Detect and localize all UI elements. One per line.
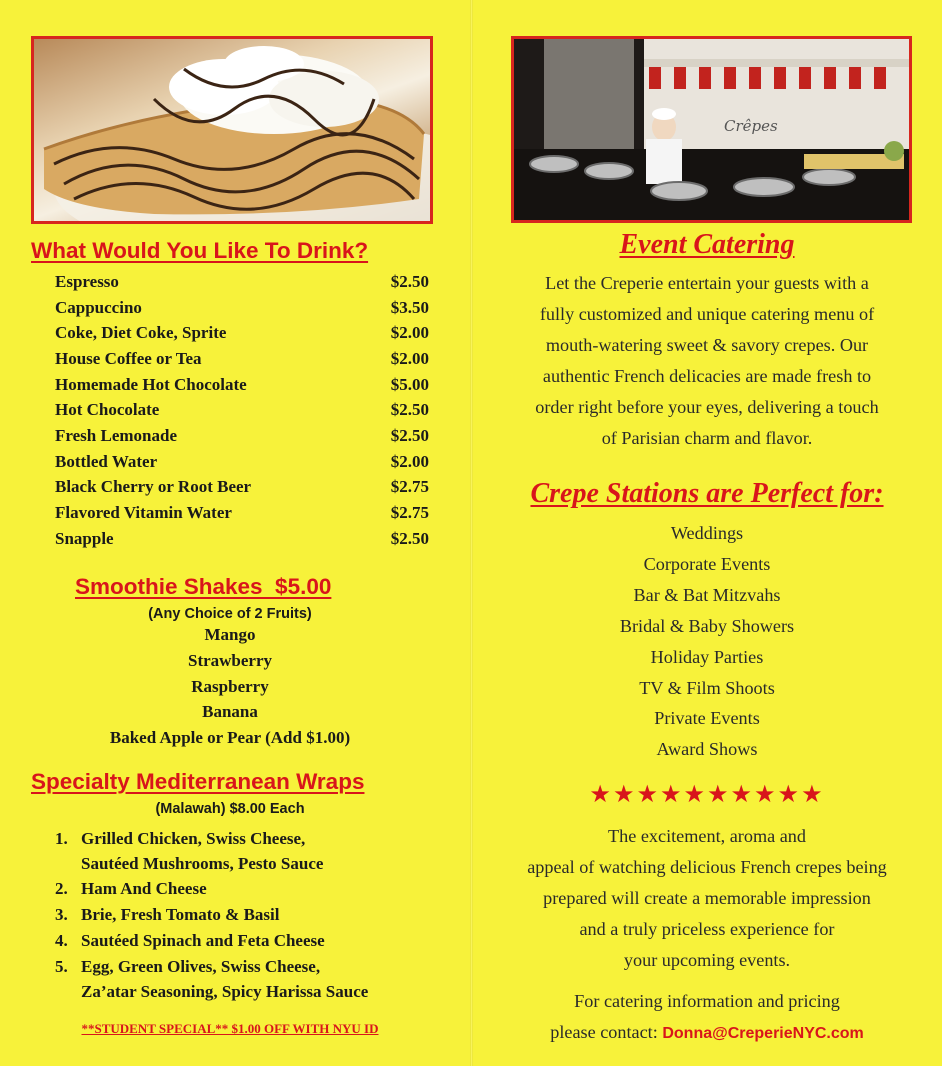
drink-row — [55, 400, 429, 426]
crepe-dessert-photo — [31, 36, 433, 224]
drink-row — [55, 529, 429, 555]
drink-name: Cappuccino — [55, 298, 142, 317]
crepe-stations-heading: Crepe Stations are Perfect for: — [530, 478, 884, 509]
drinks-heading: What Would You Like To Drink? — [31, 238, 369, 263]
drink-price: $2.00 — [390, 452, 429, 471]
wrap-item — [55, 829, 305, 849]
drink-name: Flavored Vitamin Water — [55, 503, 232, 522]
catering-line: fully customized and unique catering menu of — [539, 304, 875, 324]
fruit-option: Strawberry — [187, 651, 273, 670]
wrap-number: 2. — [55, 879, 68, 898]
drink-price: $2.50 — [390, 529, 429, 548]
drink-price: $2.75 — [390, 477, 429, 496]
closing-line: The excitement, aroma and — [608, 826, 806, 846]
contact-email-link[interactable]: Donna@CreperieNYC.com — [662, 1025, 864, 1042]
event-type-item: Private Events — [654, 708, 760, 729]
drink-row — [55, 375, 429, 401]
closing-paragraph — [472, 821, 942, 976]
drink-name: Homemade Hot Chocolate — [55, 375, 247, 394]
drink-row — [55, 503, 429, 529]
wrap-item — [55, 879, 207, 899]
event-catering-heading: Event Catering — [619, 229, 795, 260]
drink-price: $2.50 — [390, 400, 429, 419]
smoothie-subtitle: (Any Choice of 2 Fruits) — [148, 606, 312, 622]
event-type-item: Corporate Events — [643, 553, 771, 574]
fruit-option: Baked Apple or Pear (Add $1.00) — [109, 728, 351, 747]
drink-row — [55, 452, 429, 478]
drink-price: $2.00 — [390, 323, 429, 342]
wrap-number: 1. — [55, 829, 68, 848]
drink-price: $2.00 — [390, 349, 429, 368]
wraps-subtitle: (Malawah) $8.00 Each — [155, 801, 305, 817]
smoothie-heading: Smoothie Shakes $5.00 — [75, 574, 332, 599]
wrap-description: Grilled Chicken, Swiss Cheese, — [81, 829, 306, 848]
event-type-list — [472, 518, 942, 765]
event-type-item: Bridal & Baby Showers — [619, 615, 795, 636]
closing-line: your upcoming events. — [623, 950, 791, 970]
drink-price: $5.00 — [390, 375, 429, 394]
event-type-item: Holiday Parties — [650, 646, 764, 667]
catering-description — [472, 268, 942, 454]
wrap-number: 3. — [55, 905, 68, 924]
wrap-number: 4. — [55, 931, 68, 950]
drink-name: Fresh Lemonade — [55, 426, 177, 445]
drink-price: $2.50 — [390, 272, 429, 291]
fruit-option: Mango — [204, 625, 256, 644]
event-type-item: Weddings — [670, 523, 744, 543]
contact-prefix: please contact: — [550, 1022, 658, 1042]
wrap-number: 5. — [55, 957, 68, 976]
drink-price: $2.75 — [390, 503, 429, 522]
drink-row — [55, 323, 429, 349]
wrap-item — [55, 931, 325, 951]
wrap-description-continued: Za’atar Seasoning, Spicy Harissa Sauce — [81, 982, 369, 1001]
wrap-description: Brie, Fresh Tomato & Basil — [81, 905, 280, 924]
drink-name: Coke, Diet Coke, Sprite — [55, 323, 227, 342]
drink-price: $2.50 — [390, 426, 429, 445]
drink-row — [55, 298, 429, 324]
wrap-item — [55, 905, 280, 925]
contact-info — [472, 986, 942, 1049]
drink-name: Snapple — [55, 529, 114, 548]
crepe-station-illustration — [514, 39, 909, 220]
wrap-item — [55, 957, 320, 977]
catering-line: Let the Creperie entertain your guests with a — [545, 273, 869, 293]
drink-name: Black Cherry or Root Beer — [55, 477, 252, 496]
event-type-item: TV & Film Shoots — [639, 677, 775, 698]
catering-line: order right before your eyes, delivering a touch — [535, 397, 879, 417]
contact-line — [472, 1017, 942, 1049]
drink-name: House Coffee or Tea — [55, 349, 202, 368]
crepe-station-photo — [511, 36, 912, 223]
closing-line: and a truly priceless experience for — [579, 919, 835, 939]
drink-price: $3.50 — [390, 298, 429, 317]
drink-row — [55, 349, 429, 375]
event-type-item: Bar & Bat Mitzvahs — [633, 584, 781, 605]
catering-line: mouth-watering sweet & savory crepes. Our — [545, 335, 869, 355]
closing-line: appeal of watching delicious French crepes being — [527, 857, 887, 877]
catering-line: authentic French delicacies are made fresh to — [542, 366, 872, 386]
creperie-sign: Crêpes — [724, 117, 778, 135]
drink-name: Bottled Water — [55, 452, 158, 471]
star-divider: ★★★★★★★★★★ — [589, 780, 825, 808]
wraps-heading: Specialty Mediterranean Wraps — [31, 769, 365, 794]
wrap-description: Ham And Cheese — [81, 879, 207, 898]
wrap-description-continued: Sautéed Mushrooms, Pesto Sauce — [81, 854, 324, 873]
student-special: **STUDENT SPECIAL** $1.00 OFF WITH NYU ID — [81, 1021, 379, 1036]
closing-line: prepared will create a memorable impression — [543, 888, 871, 908]
drink-row — [55, 272, 429, 298]
drink-name: Espresso — [55, 272, 119, 291]
drink-row — [55, 477, 429, 503]
crepe-dessert-illustration — [34, 39, 430, 221]
drink-row — [55, 426, 429, 452]
event-type-item: Award Shows — [656, 739, 758, 760]
drink-name: Hot Chocolate — [55, 400, 160, 419]
catering-line: of Parisian charm and flavor. — [601, 428, 813, 448]
fruit-option: Raspberry — [191, 677, 269, 696]
fruit-option: Banana — [202, 702, 258, 721]
wrap-description: Sautéed Spinach and Feta Cheese — [81, 931, 325, 950]
contact-line: For catering information and pricing — [574, 991, 840, 1011]
wrap-description: Egg, Green Olives, Swiss Cheese, — [81, 957, 321, 976]
